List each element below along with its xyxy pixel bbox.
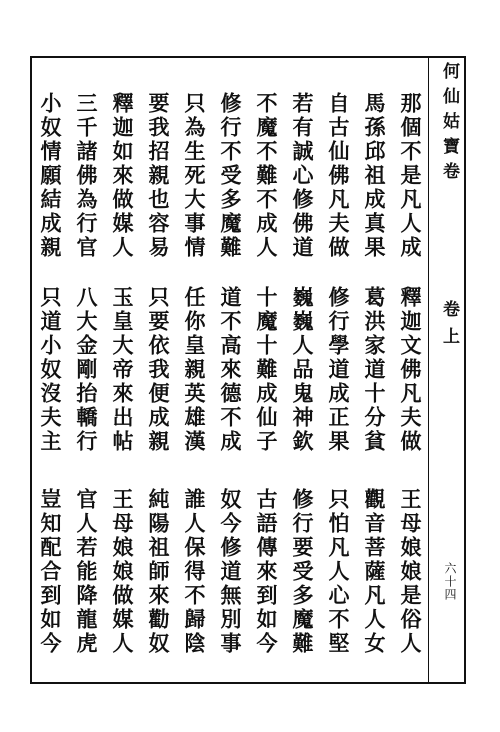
verse-line: 純陽祖師來勸奴 bbox=[146, 488, 171, 656]
verse-line: 王母娘娘做媒人 bbox=[110, 488, 135, 656]
verse-line: 奴今修道無別事 bbox=[218, 488, 243, 656]
verse-line: 玉皇大帝來出帖 bbox=[110, 286, 135, 454]
book-title: 何仙姑寶卷 bbox=[439, 62, 459, 187]
verse-line: 任你皇親英雄漢 bbox=[182, 286, 207, 454]
verse-line: 王母娘娘是俗人 bbox=[398, 488, 423, 656]
verse-line: 自古仙佛凡夫做 bbox=[326, 92, 351, 260]
verse-line: 誰人保得不歸陰 bbox=[182, 488, 207, 656]
verse-line: 古語傳來到如今 bbox=[254, 488, 279, 656]
verse-line: 只要依我便成親 bbox=[146, 286, 171, 454]
verse-line: 釋迦如來做媒人 bbox=[110, 92, 135, 260]
verse-line: 道不高來德不成 bbox=[218, 286, 243, 454]
verse-line: 只為生死大事情 bbox=[182, 92, 207, 260]
verse-line: 馬孫邱祖成真果 bbox=[362, 92, 387, 260]
verse-line: 釋迦文佛凡夫做 bbox=[398, 286, 423, 454]
margin-rule bbox=[428, 56, 429, 684]
verse-line: 三千諸佛為行官 bbox=[74, 92, 99, 260]
verse-line: 觀音菩薩凡人女 bbox=[362, 488, 387, 656]
verse-line: 修行學道成正果 bbox=[326, 286, 351, 454]
page-number: 六十四 bbox=[443, 562, 457, 601]
verse-line: 那個不是凡人成 bbox=[398, 92, 423, 260]
verse-line: 豈知配合到如今 bbox=[38, 488, 63, 656]
verse-line: 只道小奴沒夫主 bbox=[38, 286, 63, 454]
verse-line: 修行要受多魔難 bbox=[290, 488, 315, 656]
verse-line: 要我招親也容易 bbox=[146, 92, 171, 260]
verse-line: 葛洪家道十分貧 bbox=[362, 286, 387, 454]
verse-line: 小奴情願結成親 bbox=[38, 92, 63, 260]
verse-line: 若有誠心修佛道 bbox=[290, 92, 315, 260]
verse-line: 巍巍人品鬼神欽 bbox=[290, 286, 315, 454]
verse-line: 不魔不難不成人 bbox=[254, 92, 279, 260]
verse-line: 十魔十難成仙子 bbox=[254, 286, 279, 454]
verse-line: 八大金剛抬轎行 bbox=[74, 286, 99, 454]
verse-line: 官人若能降龍虎 bbox=[74, 488, 99, 656]
verse-line: 只怕凡人心不堅 bbox=[326, 488, 351, 656]
volume-label: 卷上 bbox=[439, 300, 459, 354]
verse-line: 修行不受多魔難 bbox=[218, 92, 243, 260]
